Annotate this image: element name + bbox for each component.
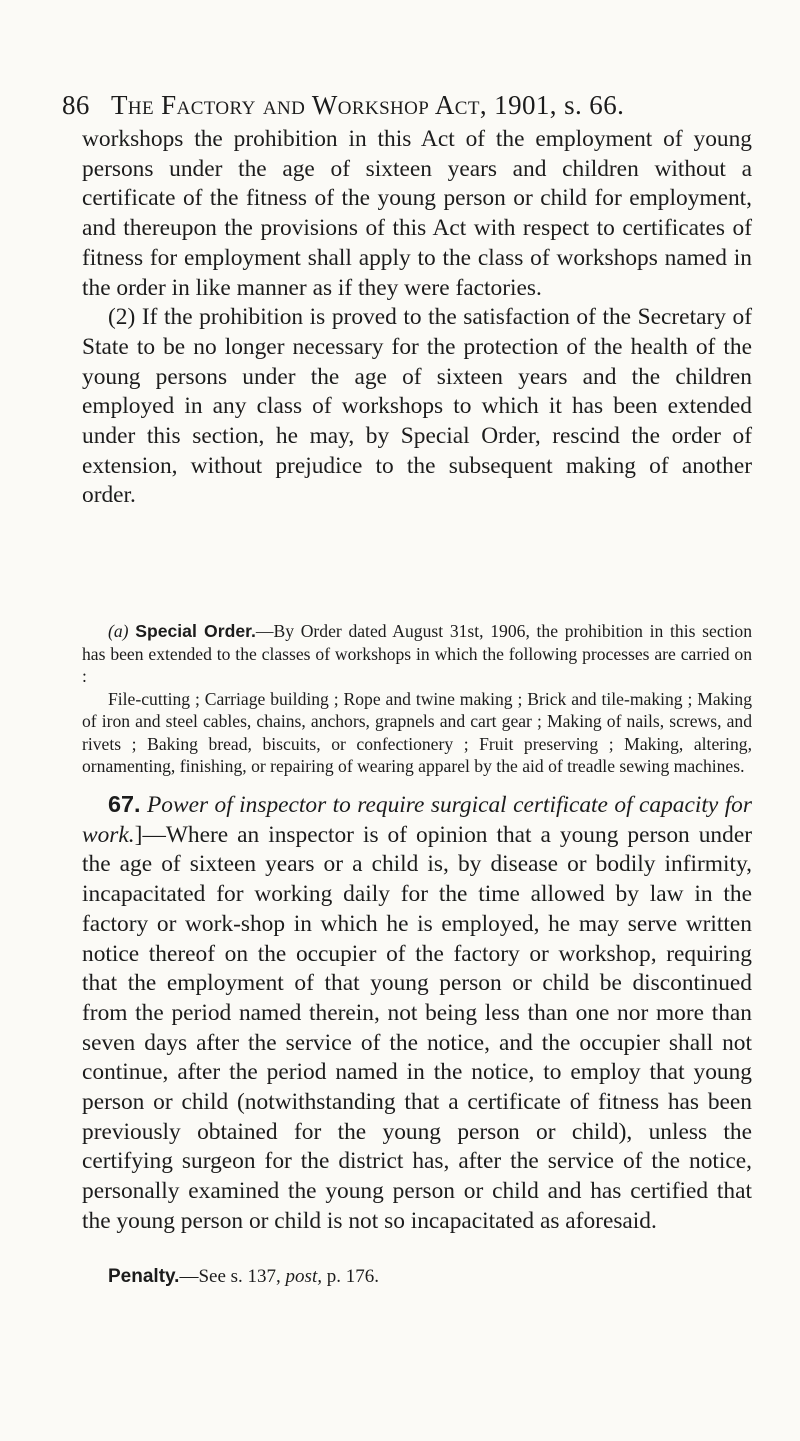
footnote-special-order: [82, 620, 752, 778]
running-head: [62, 90, 762, 121]
note-processes: File-cutting ; Carriage building ; Rope and twine making ; Brick and tile-making ; Making of iron and steel cables, chains, anchors, grapnels and cart gear ; Making of nails, screws, and rivets ; Baking bread, biscuits, or confectionery ; Fruit preserving ; Making, altering, ornamenting, finishing, or repairing of wearing apparel by the aid of treadle sewing machines.: [82, 688, 752, 776]
penalty-text: —See s. 137,: [179, 1266, 281, 1287]
section-title: Power of inspector to require surgical certificate of capacity for work.: [82, 792, 752, 848]
note-heading: Special Order.: [135, 621, 256, 641]
page-number: 86: [62, 90, 90, 120]
paragraph-subsection-2: (2) If the prohibition is proved to the satisfaction of the Secretary of State to be no longer necessary for the protection of the health of the young persons under the age of sixteen years and the children employed in any class of workshops to which it has been extended under this section, he may, by Special Order, rescind the order of extension, without prejudice to the subsequent making of another order.: [82, 304, 752, 509]
running-head-section: s. 66.: [564, 90, 625, 120]
note-text: —By Order dated August 31st, 1906, the prohibition in this section has been extended to the classes of workshops in which the following processes are carried on :: [82, 621, 752, 686]
penalty-page: p. 176.: [326, 1266, 379, 1287]
section-67: [82, 790, 752, 1237]
section-number: 67.: [108, 791, 141, 817]
penalty-heading: Penalty.: [108, 1266, 180, 1287]
section-bracket: ]: [134, 821, 143, 848]
paragraph-continuation: workshops the prohibition in this Act of the employment of young persons under the age of sixteen years and children without a certificate of the fitness of the young person or child for employment, and thereupon the provisions of this Act with respect to certificates of fitness for employment shall apply to the class of workshops named in the order in like manner as if they were factories.: [82, 126, 752, 301]
note-label: (a): [108, 621, 129, 641]
running-head-title: Factory and Workshop Act, 1901,: [161, 90, 557, 120]
penalty-italic: post,: [285, 1266, 322, 1287]
penalty-note: [108, 1264, 748, 1290]
main-text: [82, 125, 752, 511]
section-text: —Where an inspector is of opinion that a young person under the age of sixteen years or a child is, by disease or bodily infirmity, incapacitated for working daily for the time allowed by law in the factory or work-shop in which he is employed, he may serve written notice thereof on the occupier of the factory or workshop, requiring that the employment of that young person or child be discontinued from the period named therein, not being less than one nor more than seven days after the service of the notice, and the occupier shall not continue, after the period named in the notice, to employ that young person or child (notwithstanding that a certificate of fitness has been previously obtained for the young person or child), unless the certifying surgeon for the district has, after the service of the notice, personally examined the young person or child and has certified that the young person or child is not so incapacitated as aforesaid.: [82, 821, 752, 1234]
running-head-prefix: The: [110, 90, 154, 120]
